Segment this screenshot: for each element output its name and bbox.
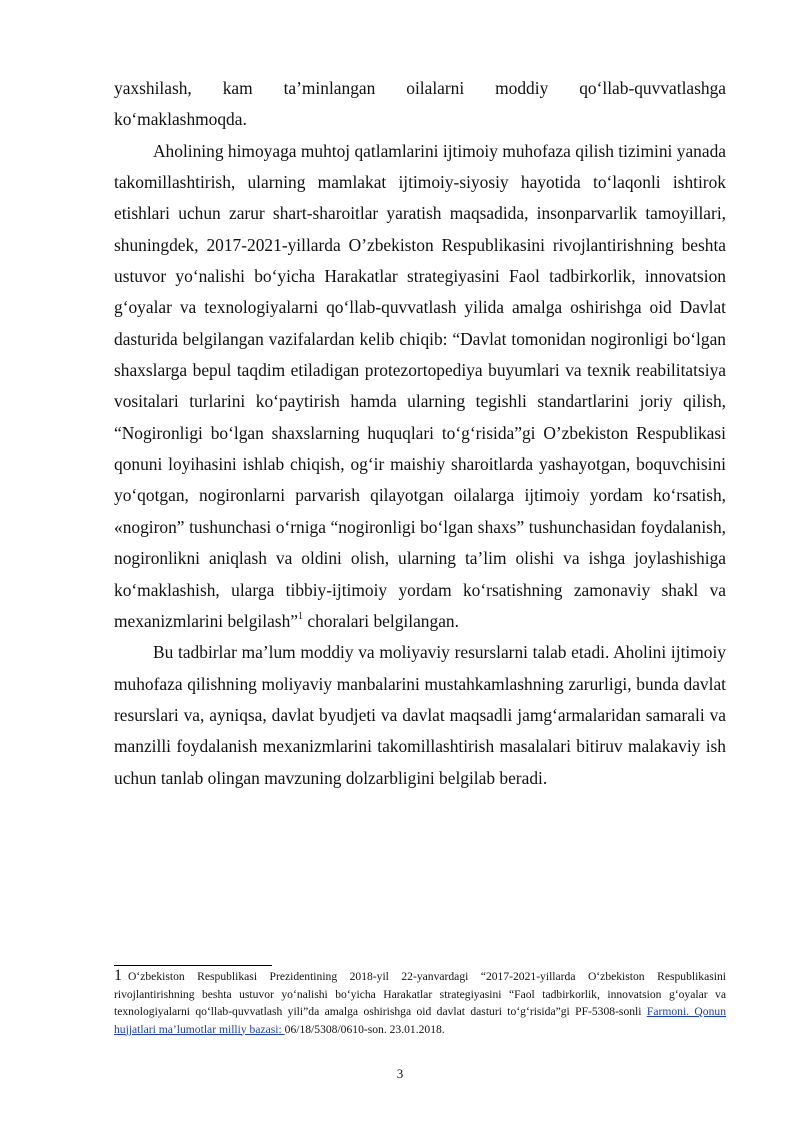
body-text — [114, 73, 726, 794]
paragraph-text-tail: choralari belgilangan. — [303, 610, 459, 631]
footnote-link[interactable]: Farmoni. Qonun hujjatlari ma’lumotlar milliy bazasi: — [114, 1005, 726, 1036]
footnote — [114, 967, 726, 1038]
footnote-tail: 06/18/5308/0610-son. 23.01.2018. — [284, 1022, 445, 1036]
footnote-reference[interactable]: 1 — [298, 610, 303, 622]
paragraph-text: Aholining himoyaga muhtoj qatlamlarini ijtimoiy muhofaza qilish tizimini yanada takomillashtirish, ularning mamlakat ijtimoiy-siyosiy hayotida to‘laqonli ishtirok etishlari uchun zarur shart-sharoitlar yaratish maqsadida, insonparvarlik tamoyillari, shuningdek, 2017-2021-yillarda O’zbekiston Respublikasini rivojlantirishning beshta ustuvor yo‘nalishi bo‘yicha Harakatlar strategiyasini Faol tadbirkorlik, innovatsion g‘oyalar va texnologiyalarni qo‘llab-quvvatlash yilida amalga oshirishga oid Davlat dasturida belgilangan vazifalardan kelib chiqib: “Davlat tomonidan nogironligi bo‘lgan shaxslarga bepul taqdim etiladigan protezortopediya buyumlari va texnik reabilitatsiya vositalari turlarini ko‘paytirish hamda ularning tegishli standartlarini joriy qilish, “Nogironligi bo‘lgan shaxslarning huquqlari to‘g‘risida”gi O’zbekiston Respublikasi qonuni loyihasini ishlab chiqish, og‘ir maishiy sharoitlarda yashayotgan, boquvchisini yo‘qotgan, nogironlarni parvarish qilayotgan oilalarga ijtimoiy yordam ko‘rsatish, «nogiron” tushunchasi o‘rniga “nogironligi bo‘lgan shaxs” tushunchasidan foydalanish, nogironlikni aniqlash va oldini olish, ularning ta’lim olishi va ishga joylashishiga ko‘maklashish, ularga tibbiy-ijtimoiy yordam ko‘rsatishning zamonaviy shakl va mexanizmlarini belgilash” — [114, 140, 726, 631]
footnote-number: 1 — [114, 967, 122, 984]
paragraph-social-protection — [114, 136, 726, 638]
footnote-separator — [114, 965, 272, 966]
page-number: 3 — [396, 1066, 404, 1081]
paragraph-continuation: yaxshilash, kam ta’minlangan oilalarni moddiy qo‘llab-quvvatlashga ko‘maklashmoqda. — [114, 78, 726, 130]
footnote-text: O‘zbekiston Respublikasi Prezidentining 2018-yil 22-yanvardagi “2017-2021-yillarda O‘zbekiston Respublikasini rivojlantirishning beshta ustuvor yo‘nalishi bo‘yicha Harakatlar strategiyasini “Faol tadbirkorlik, innovatsion g‘oyalar va texnologiyalarni qo‘llab-quvvatlash yili”da amalga oshirishga oid davlat dasturi to‘g‘risida”gi PF-5308-sonli — [114, 970, 726, 1018]
paragraph-resources: Bu tadbirlar ma’lum moddiy va moliyaviy resurslarni talab etadi. Aholini ijtimoiy muhofaza qilishning moliyaviy manbalarini mustahkamlashning zarurligi, bunda davlat resurslari va, ayniqsa, davlat byudjeti va davlat maqsadli jamg‘armalaridan samarali va manzilli foydalanish mexanizmlarini takomillashtirish masalalari bitiruv malakaviy ish uchun tanlab olingan mavzuning dolzarbligini belgilab beradi. — [114, 642, 726, 788]
